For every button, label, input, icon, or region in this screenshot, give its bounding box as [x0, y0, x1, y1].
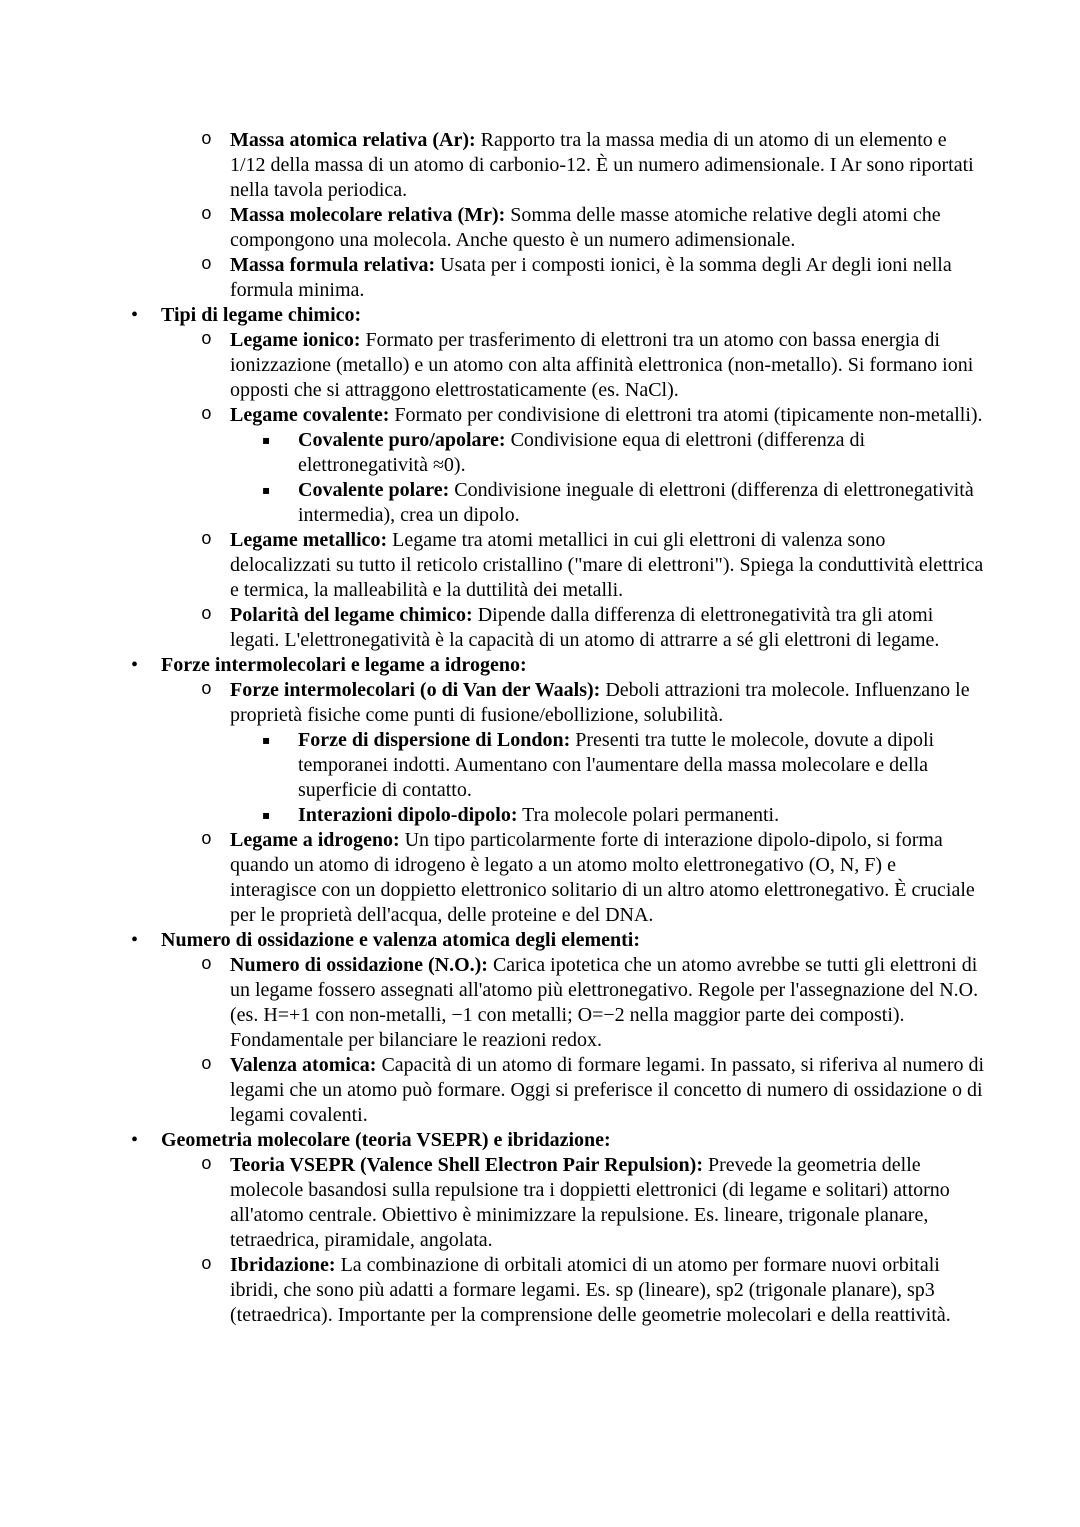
description-text: Un tipo particolarmente forte di interazione dipolo-dipolo, si forma quando un atomo di idrogeno è legato a un atomo molto elettronegativo (O, N, F) e interagisce con un doppietto elettronico solitario di un altro atomo elettronegativo. È cruciale per le proprietà dell'acqua, delle proteine e del DNA.: [230, 829, 975, 926]
bullet-list: [0, 128, 985, 1328]
list-item: [0, 128, 985, 203]
description-text: Capacità di un atomo di formare legami. In passato, si riferiva al numero di legami che un atomo può formare. Oggi si preferisce il concetto di numero di ossidazione o di legami covalenti.: [230, 1054, 985, 1126]
bullet-circle-icon: o: [201, 530, 212, 550]
description-text: Condivisione ineguale di elettroni (differenza di elettronegatività intermedia), crea un dipolo.: [298, 479, 974, 526]
description-text: Legame tra atomi metallici in cui gli elettroni di valenza sono delocalizzati su tutto il reticolo cristallino ("mare di elettroni"). Spiega la conduttività elettrica e termica, la malleabilità e la duttilità dei metalli.: [230, 529, 984, 601]
list-item: [0, 1253, 985, 1328]
bullet-square-icon: ▪: [262, 808, 271, 822]
term-text: Massa atomica relativa (Ar):: [230, 129, 476, 151]
term-text: Polarità del legame chimico:: [230, 604, 473, 626]
term-text: Massa formula relativa:: [230, 254, 436, 276]
description-text: Presenti tra tutte le molecole, dovute a dipoli temporanei indotti. Aumentano con l'aumentare della massa molecolare e della superficie di contatto.: [298, 729, 935, 801]
bullet-square-icon: ▪: [262, 733, 271, 747]
description-text: Formato per trasferimento di elettroni tra un atomo con bassa energia di ionizzazione (metallo) e un atomo con alta affinità elettronica (non-metallo). Si formano ioni opposti che si attraggono elettrostaticamente (es. NaCl).: [230, 329, 974, 401]
bullet-square-icon: ▪: [262, 483, 271, 497]
term-text: Numero di ossidazione e valenza atomica degli elementi:: [161, 929, 641, 951]
term-text: Legame metallico:: [230, 529, 388, 551]
list-item: [0, 1153, 985, 1253]
list-item: [0, 928, 985, 953]
term-text: Covalente puro/apolare:: [298, 429, 506, 451]
bullet-circle-icon: o: [201, 330, 212, 350]
list-item: [0, 303, 985, 328]
bullet-disc-icon: •: [131, 304, 139, 326]
term-text: Forze intermolecolari (o di Van der Waals):: [230, 679, 601, 701]
bullet-circle-icon: o: [201, 680, 212, 700]
term-text: Geometria molecolare (teoria VSEPR) e ibridazione:: [161, 1129, 611, 1151]
bullet-circle-icon: o: [201, 405, 212, 425]
list-item: [0, 1128, 985, 1153]
list-item: [0, 828, 985, 928]
description-text: Formato per condivisione di elettroni tra atomi (tipicamente non-metalli).: [394, 404, 983, 426]
bullet-circle-icon: o: [201, 130, 212, 150]
list-item: [0, 203, 985, 253]
term-text: Forze di dispersione di London:: [298, 729, 571, 751]
bullet-circle-icon: o: [201, 1055, 212, 1075]
bullet-disc-icon: •: [131, 654, 139, 676]
term-text: Covalente polare:: [298, 479, 450, 501]
list-item: [0, 803, 985, 828]
bullet-circle-icon: o: [201, 255, 212, 275]
bullet-disc-icon: •: [131, 1129, 139, 1151]
description-text: Rapporto tra la massa media di un atomo di un elemento e 1/12 della massa di un atomo di carbonio-12. È un numero adimensionale. I Ar sono riportati nella tavola periodica.: [230, 129, 974, 201]
list-item: [0, 653, 985, 678]
description-text: Condivisione equa di elettroni (differenza di elettronegatività ≈0).: [298, 429, 866, 476]
term-text: Forze intermolecolari e legame a idrogeno:: [161, 654, 527, 676]
list-item: [0, 728, 985, 803]
description-text: Carica ipotetica che un atomo avrebbe se tutti gli elettroni di un legame fossero assegnati all'atomo più elettronegativo. Regole per l'assegnazione del N.O. (es. H=+1 con non-metalli, −1 con metalli; O=−2 nella maggior parte dei composti). Fondamentale per bilanciare le reazioni redox.: [230, 954, 979, 1051]
list-item: [0, 528, 985, 603]
description-text: Deboli attrazioni tra molecole. Influenzano le proprietà fisiche come punti di fusione/ebollizione, solubilità.: [230, 679, 970, 726]
list-item: [0, 478, 985, 528]
list-item: [0, 953, 985, 1053]
description-text: Usata per i composti ionici, è la somma degli Ar degli ioni nella formula minima.: [230, 254, 952, 301]
bullet-circle-icon: o: [201, 205, 212, 225]
description-text: Somma delle masse atomiche relative degli atomi che compongono una molecola. Anche questo è un numero adimensionale.: [230, 204, 941, 251]
description-text: Dipende dalla differenza di elettronegatività tra gli atomi legati. L'elettronegatività è la capacità di un atomo di attrarre a sé gli elettroni di legame.: [230, 604, 940, 651]
bullet-circle-icon: o: [201, 1255, 212, 1275]
bullet-square-icon: ▪: [262, 433, 271, 447]
bullet-circle-icon: o: [201, 605, 212, 625]
list-item: [0, 1053, 985, 1128]
term-text: Ibridazione:: [230, 1254, 336, 1276]
bullet-disc-icon: •: [131, 929, 139, 951]
term-text: Numero di ossidazione (N.O.):: [230, 954, 488, 976]
list-item: [0, 428, 985, 478]
term-text: Tipi di legame chimico:: [161, 304, 362, 326]
list-item: [0, 328, 985, 403]
list-item: [0, 403, 985, 428]
description-text: Prevede la geometria delle molecole basandosi sulla repulsione tra i doppietti elettronici (di legame e solitari) attorno all'atomo centrale. Obiettivo è minimizzare la repulsione. Es. lineare, trigonale planare, tetraedrica, piramidale, angolata.: [230, 1154, 950, 1251]
term-text: Legame a idrogeno:: [230, 829, 400, 851]
description-text: La combinazione di orbitali atomici di un atomo per formare nuovi orbitali ibridi, che sono più adatti a formare legami. Es. sp (lineare), sp2 (trigonale planare), sp3 (tetraedrica). Importante per la comprensione delle geometrie molecolari e della reattività.: [230, 1254, 951, 1326]
list-item: [0, 253, 985, 303]
list-item: [0, 678, 985, 728]
term-text: Legame ionico:: [230, 329, 361, 351]
term-text: Valenza atomica:: [230, 1054, 377, 1076]
term-text: Legame covalente:: [230, 404, 390, 426]
term-text: Interazioni dipolo-dipolo:: [298, 804, 518, 826]
bullet-circle-icon: o: [201, 1155, 212, 1175]
term-text: Massa molecolare relativa (Mr):: [230, 204, 506, 226]
list-item: [0, 603, 985, 653]
bullet-circle-icon: o: [201, 955, 212, 975]
description-text: Tra molecole polari permanenti.: [522, 804, 780, 826]
bullet-circle-icon: o: [201, 830, 212, 850]
term-text: Teoria VSEPR (Valence Shell Electron Pair Repulsion):: [230, 1154, 703, 1176]
